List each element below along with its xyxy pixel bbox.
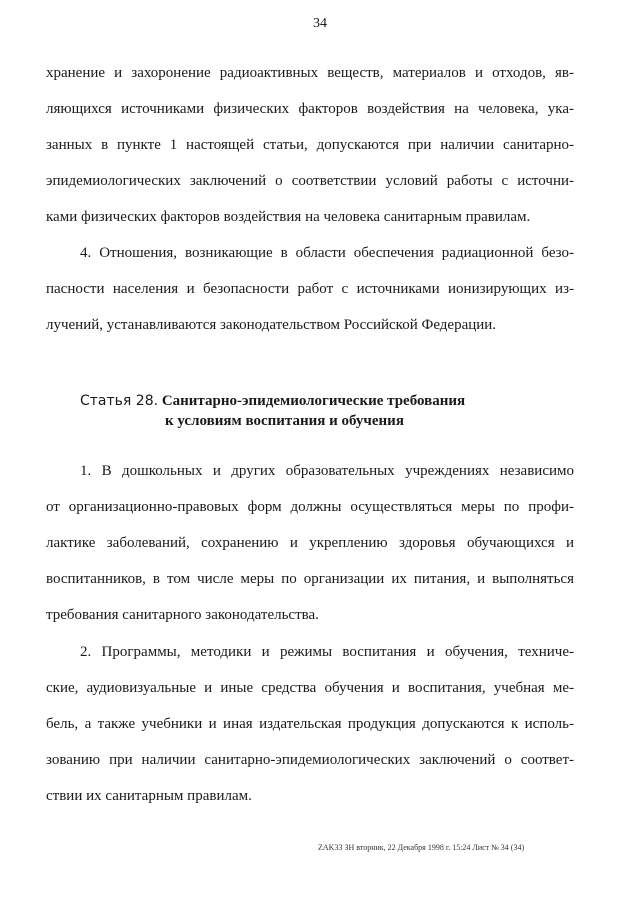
- text-line: ками физических факторов воздействия на человека санитарным правилам.: [46, 209, 531, 225]
- text-line: 1. В дошкольных и других образовательных учреждениях независимо: [80, 463, 574, 479]
- text-line: пасности населения и безопасности работ с источниками ионизирующих из-: [46, 281, 574, 297]
- text-line: зованию при наличии санитарно-эпидемиологических заключений о соответ-: [46, 752, 574, 768]
- article-title-line2: к условиям воспитания и обучения: [165, 413, 404, 429]
- text-line: ствии их санитарным правилам.: [46, 788, 252, 804]
- text-line: бель, а также учебники и иная издательская продукция допускаются к исполь-: [46, 716, 574, 732]
- text-line: 4. Отношения, возникающие в области обеспечения радиационной безо-: [80, 245, 574, 261]
- page-footer: ZAK33 ЗН вторник, 22 Декабря 1998 г. 15:24 Лист № 34 (34): [318, 843, 525, 852]
- article-paragraph-1: [46, 453, 574, 633]
- article-label: Статья 28.: [80, 393, 159, 409]
- text-line: лактике заболеваний, сохранению и укреплению здоровья обучающихся и: [46, 535, 574, 551]
- text-line: эпидемиологических заключений о соответствии условий работы с источни-: [46, 173, 574, 189]
- page-number: 34: [313, 16, 327, 31]
- article-paragraph-2: [46, 634, 574, 814]
- text-line: ляющихся источниками физических факторов воздействия на человека, ука-: [46, 101, 574, 117]
- paragraph-continuation: [46, 55, 574, 235]
- text-line: воспитанников, в том числе меры по организации их питания, и выполняться: [46, 571, 574, 587]
- text-line: занных в пункте 1 настоящей статьи, допускаются при наличии санитарно-: [46, 137, 574, 153]
- text-line: хранение и захоронение радиоактивных веществ, материалов и отходов, яв-: [46, 65, 574, 81]
- text-line: лучений, устанавливаются законодательством Российской Федерации.: [46, 317, 497, 333]
- text-line: 2. Программы, методики и режимы воспитания и обучения, техниче-: [80, 644, 574, 660]
- text-line: от организационно-правовых форм должны осуществляться меры по профи-: [46, 499, 574, 515]
- text-line: ские, аудиовизуальные и иные средства обучения и воспитания, учебная ме-: [46, 680, 574, 696]
- article-title-line1: Санитарно-эпидемиологические требования: [161, 393, 466, 409]
- paragraph-4: [46, 235, 574, 343]
- text-line: требования санитарного законодательства.: [46, 607, 319, 623]
